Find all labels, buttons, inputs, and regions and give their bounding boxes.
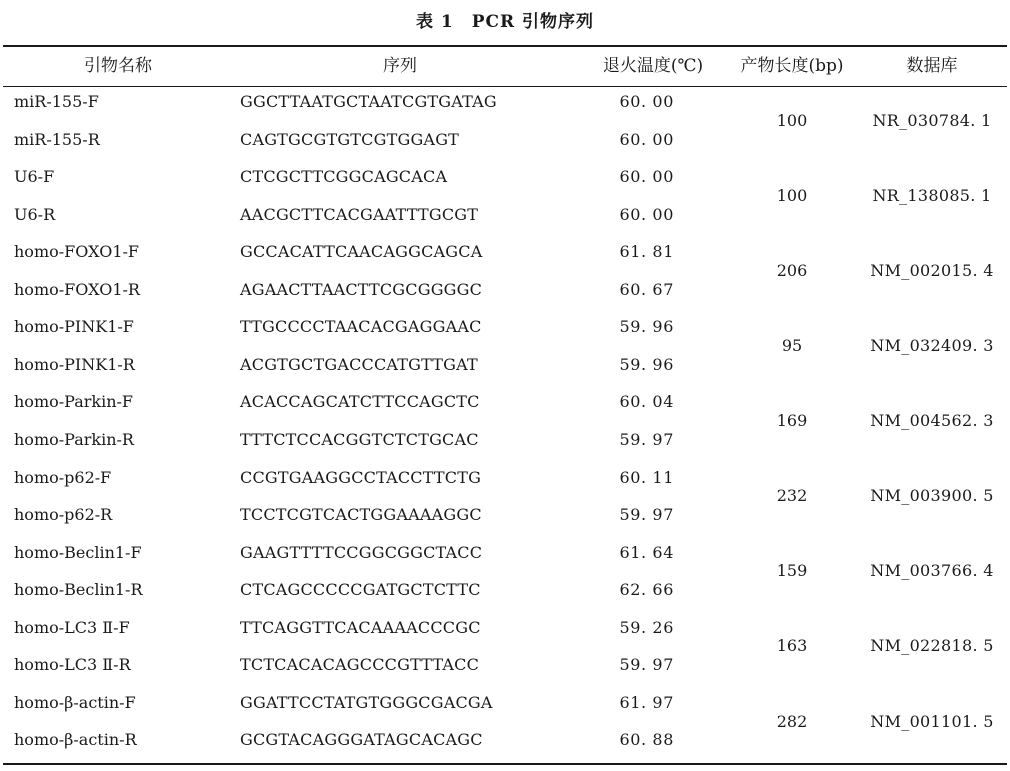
annealing-temp: 61. 97 [619, 693, 674, 712]
annealing-temp: 60. 00 [619, 92, 674, 111]
database-accession: NM_022818. 5 [870, 636, 994, 655]
primer-sequence: GGATTCCTATGTGGGCGACGA [240, 693, 493, 712]
primer-sequence: ACACCAGCATCTTCCAGCTC [240, 392, 480, 411]
annealing-temp: 60. 00 [619, 205, 674, 224]
primer-name: miR-155-R [14, 130, 100, 149]
annealing-temp: 61. 64 [619, 543, 674, 562]
header-annealing-temp: 退火温度(℃) [602, 56, 704, 76]
header-sequence: 序列 [383, 56, 417, 76]
annealing-temp: 62. 66 [619, 580, 674, 599]
product-length: 100 [776, 111, 808, 130]
annealing-temp: 59. 97 [619, 430, 674, 449]
product-length: 159 [776, 561, 808, 580]
annealing-temp: 59. 97 [619, 655, 674, 674]
primer-name: homo-β-actin-F [14, 693, 136, 712]
primer-sequence: ACGTGCTGACCCATGTTGAT [240, 355, 478, 374]
table-number: 表 1 [415, 12, 454, 32]
primer-sequence: TTGCCCCTAACACGAGGAAC [240, 317, 482, 336]
primer-name: U6-F [14, 167, 55, 186]
annealing-temp: 59. 96 [619, 355, 674, 374]
primer-sequence: GAAGTTTTCCGGCGGCTACC [240, 543, 483, 562]
primer-sequence: TCTCACACAGCCCGTTTACC [240, 655, 480, 674]
primer-name: homo-Beclin1-R [14, 580, 143, 599]
primer-name: homo-Beclin1-F [14, 543, 142, 562]
primer-sequence: CAGTGCGTGTCGTGGAGT [240, 130, 460, 149]
product-length: 163 [776, 636, 808, 655]
annealing-temp: 59. 97 [619, 505, 674, 524]
primer-sequence: GCCACATTCAACAGGCAGCA [240, 242, 483, 261]
database-accession: NR_138085. 1 [872, 186, 992, 205]
bottom-rule [3, 763, 1007, 765]
primer-name: homo-LC3 Ⅱ-F [14, 618, 130, 637]
database-accession: NM_003766. 4 [870, 561, 994, 580]
primer-sequence: TCCTCGTCACTGGAAAAGGC [240, 505, 482, 524]
primer-name: homo-PINK1-R [14, 355, 135, 374]
primer-sequence: TTCAGGTTCACAAAACCCGC [240, 618, 481, 637]
primer-name: miR-155-F [14, 92, 99, 111]
header-product-length: 产物长度(bp) [740, 56, 844, 76]
primer-name: homo-β-actin-R [14, 730, 137, 749]
primer-name: homo-p62-R [14, 505, 113, 524]
table-title: PCR 引物序列 [471, 12, 595, 32]
table-caption [0, 11, 1010, 33]
primer-name: homo-Parkin-F [14, 392, 134, 411]
primer-name: homo-p62-F [14, 468, 112, 487]
database-accession: NM_032409. 3 [870, 336, 994, 355]
annealing-temp: 60. 00 [619, 130, 674, 149]
primer-sequence: CTCGCTTCGGCAGCACA [240, 167, 448, 186]
database-accession: NM_002015. 4 [870, 261, 994, 280]
header-primer-name: 引物名称 [84, 56, 152, 76]
product-length: 169 [776, 411, 808, 430]
header-database: 数据库 [906, 56, 958, 76]
annealing-temp: 60. 67 [619, 280, 674, 299]
primer-name: U6-R [14, 205, 56, 224]
primer-name: homo-Parkin-R [14, 430, 134, 449]
primer-sequence: AGAACTTAACTTCGCGGGGC [240, 280, 483, 299]
primer-sequence: GGCTTAATGCTAATCGTGATAG [240, 92, 497, 111]
annealing-temp: 61. 81 [619, 242, 674, 261]
database-accession: NM_003900. 5 [870, 486, 994, 505]
database-accession: NR_030784. 1 [872, 111, 992, 130]
annealing-temp: 59. 96 [619, 317, 674, 336]
product-length: 282 [776, 712, 808, 731]
primer-name: homo-FOXO1-F [14, 242, 139, 261]
primer-name: homo-FOXO1-R [14, 280, 140, 299]
product-length: 100 [776, 186, 808, 205]
primer-sequence: GCGTACAGGGATAGCACAGC [240, 730, 483, 749]
annealing-temp: 60. 04 [619, 392, 674, 411]
annealing-temp: 59. 26 [619, 618, 674, 637]
annealing-temp: 60. 00 [619, 167, 674, 186]
primer-name: homo-LC3 Ⅱ-R [14, 655, 131, 674]
product-length: 95 [781, 336, 803, 355]
annealing-temp: 60. 11 [619, 468, 674, 487]
product-length: 206 [776, 261, 808, 280]
database-accession: NM_001101. 5 [870, 712, 994, 731]
primer-sequence: TTTCTCCACGGTCTCTGCAC [240, 430, 479, 449]
database-accession: NM_004562. 3 [870, 411, 994, 430]
annealing-temp: 60. 88 [619, 730, 674, 749]
primer-name: homo-PINK1-F [14, 317, 134, 336]
product-length: 232 [776, 486, 808, 505]
primer-sequence: AACGCTTCACGAATTTGCGT [240, 205, 479, 224]
header-rule [3, 86, 1007, 87]
primer-sequence: CTCAGCCCCCGATGCTCTTC [240, 580, 481, 599]
primer-sequence: CCGTGAAGGCCTACCTTCTG [240, 468, 482, 487]
top-rule [3, 45, 1007, 47]
